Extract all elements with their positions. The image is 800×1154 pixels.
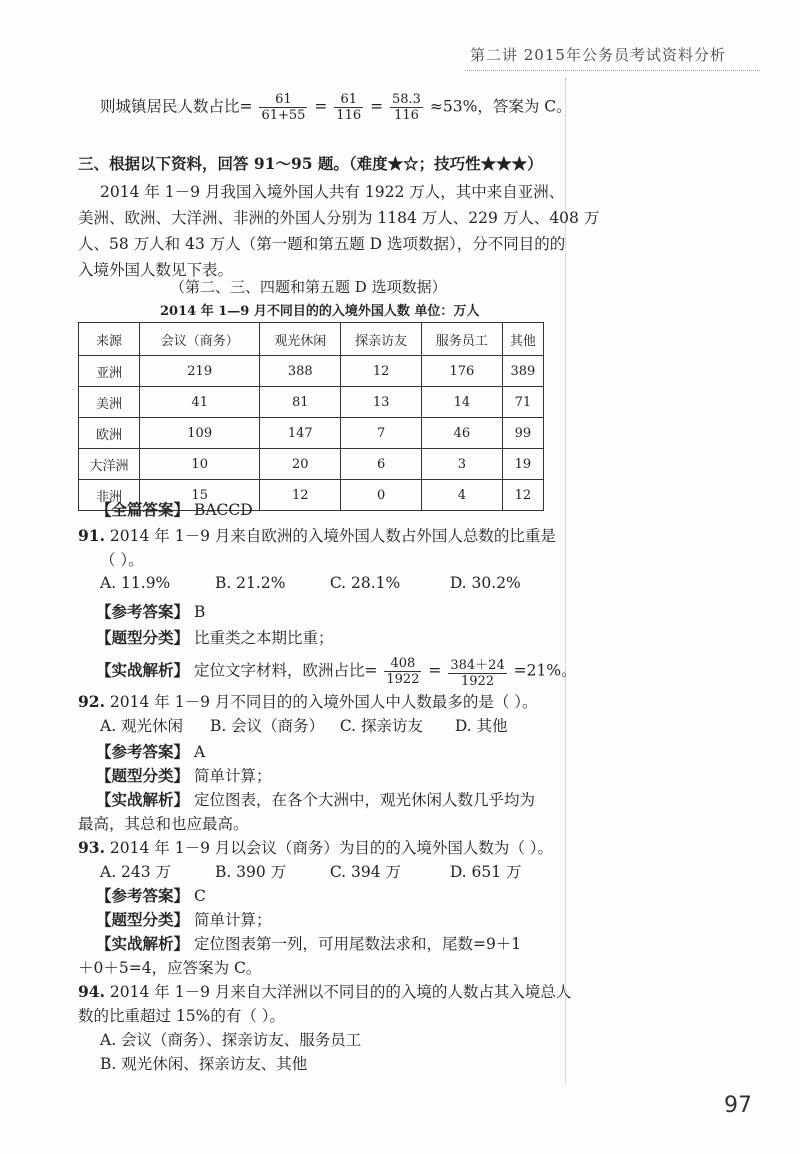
table-header-cell: 会议（商务） bbox=[139, 323, 259, 356]
table-cell: 12 bbox=[502, 480, 543, 511]
table-cell: 欧洲 bbox=[79, 418, 140, 449]
q92-solution: 【实战解析】 定位图表，在各个大洲中，观光休闲人数几乎均为 bbox=[96, 790, 535, 809]
table-cell: 15 bbox=[139, 480, 259, 511]
table-header-cell: 其他 bbox=[502, 323, 543, 356]
q94-stem: 94. 2014 年 1－9 月来自大洋洲以不同目的的入境的人数占其入境总人 bbox=[78, 982, 572, 1001]
option: B. 观光休闲、探亲访友、其他 bbox=[100, 1055, 308, 1073]
option: A. 会议（商务）、探亲访友、服务员工 bbox=[100, 1031, 362, 1049]
table-header-cell: 观光休闲 bbox=[260, 323, 341, 356]
q93-options bbox=[100, 860, 522, 882]
option: D. 30.2% bbox=[449, 574, 521, 592]
q92-answer: 【参考答案】 A bbox=[96, 742, 206, 761]
table-cell: 388 bbox=[260, 356, 341, 387]
option: A. 观光休闲 bbox=[100, 717, 184, 735]
option: B. 会议（商务） bbox=[209, 717, 325, 735]
header-rule bbox=[465, 70, 760, 71]
q93-solution: 【实战解析】 定位图表第一列，可用尾数法求和，尾数=9＋1 bbox=[96, 934, 522, 953]
q91-stem: 91. 2014 年 1－9 月来自欧洲的入境外国人数占外国人总数的比重是 bbox=[78, 526, 556, 545]
option: B. 390 万 bbox=[214, 863, 287, 881]
table-row bbox=[79, 449, 544, 480]
table-cell: 非洲 bbox=[79, 480, 140, 511]
table-cell: 12 bbox=[341, 356, 422, 387]
q91-options bbox=[100, 574, 521, 592]
running-header: 第二讲 2015年公务员考试资料分析 bbox=[470, 46, 726, 64]
option: B. 21.2% bbox=[214, 574, 286, 592]
data-table bbox=[78, 322, 544, 511]
table-cell: 0 bbox=[341, 480, 422, 511]
table-row bbox=[79, 387, 544, 418]
table-cell: 19 bbox=[502, 449, 543, 480]
q92-type: 【题型分类】 简单计算； bbox=[96, 766, 272, 785]
q92-solution-cont: 最高，其总和也应最高。 bbox=[78, 815, 249, 833]
q93-solution-cont: ＋0＋5=4，应答案为 C。 bbox=[78, 959, 262, 977]
table-cell: 大洋洲 bbox=[79, 449, 140, 480]
q93-answer: 【参考答案】 C bbox=[96, 886, 206, 905]
option: D. 651 万 bbox=[449, 863, 522, 881]
table-cell: 20 bbox=[260, 449, 341, 480]
table-header-cell: 服务员工 bbox=[422, 323, 503, 356]
option: D. 其他 bbox=[454, 717, 508, 735]
table-cell: 亚洲 bbox=[79, 356, 140, 387]
intro-line: 则城镇居民人数占比= $\frac{61}{61+55}$ = $\frac{61}{116}$ = $\frac{58.3}{116}$ ≈53%，答案为 C。 bbox=[100, 92, 572, 123]
intro-suffix: ≈53%，答案为 C。 bbox=[429, 97, 572, 116]
table-cell: 99 bbox=[502, 418, 543, 449]
table-cell: 109 bbox=[139, 418, 259, 449]
table-cell: 41 bbox=[139, 387, 259, 418]
table-cell: 12 bbox=[260, 480, 341, 511]
table-cell: 147 bbox=[260, 418, 341, 449]
table-header-row bbox=[79, 323, 544, 356]
option: C. 394 万 bbox=[329, 863, 402, 881]
para-line: 人、58 万人和 43 万人（第一题和第五题 D 选项数据），分不同目的的 bbox=[78, 235, 566, 253]
option: C. 28.1% bbox=[329, 574, 401, 592]
page-number: 97 bbox=[724, 1093, 752, 1118]
q91-stem-cont: （ ）。 bbox=[100, 551, 144, 569]
q92-stem: 92. 2014 年 1－9 月不同目的的入境外国人中人数最多的是（ ）。 bbox=[78, 692, 538, 711]
margin-dotted-rule bbox=[565, 78, 566, 1084]
option: A. 11.9% bbox=[100, 574, 171, 592]
section-title: 三、根据以下资料，回答 91～95 题。（难度★☆；技巧性★★★） bbox=[78, 154, 543, 173]
fraction: $\frac{61}{116}$ bbox=[336, 92, 362, 123]
all-answer: 【全篇答案】 BACCD bbox=[96, 500, 253, 519]
fraction: $\frac{408}{1922}$ bbox=[386, 656, 420, 687]
fraction: $\frac{61}{61+55}$ bbox=[261, 92, 306, 123]
q93-type: 【题型分类】 简单计算； bbox=[96, 910, 272, 929]
para-line: 2014 年 1－9 月我国入境外国人共有 1922 万人，其中来自亚洲、 bbox=[100, 183, 565, 201]
fraction: $\frac{384+24}{1922}$ bbox=[448, 654, 506, 689]
table-cell: 3 bbox=[422, 449, 503, 480]
table-cell: 10 bbox=[139, 449, 259, 480]
table-cell: 389 bbox=[502, 356, 543, 387]
option: A. 243 万 bbox=[100, 863, 172, 881]
table-row bbox=[79, 418, 544, 449]
q91-type: 【题型分类】 比重类之本期比重； bbox=[96, 628, 334, 647]
table-cell: 81 bbox=[260, 387, 341, 418]
table-caption-title: 2014 年 1—9 月不同目的的入境外国人数 单位：万人 bbox=[160, 304, 480, 319]
para-line: 美洲、欧洲、大洋洲、非洲的外国人分别为 1184 万人、229 万人、408 万 bbox=[78, 209, 600, 227]
table-cell: 6 bbox=[341, 449, 422, 480]
q91-solution: 【实战解析】 定位文字材料，欧洲占比= $\frac{408}{1922}$ = $\frac{384+24}{1922}$ =21%。 bbox=[96, 656, 577, 689]
table-cell: 219 bbox=[139, 356, 259, 387]
table-header-cell: 探亲访友 bbox=[341, 323, 422, 356]
intro-prefix: 则城镇居民人数占比= bbox=[100, 97, 253, 116]
table-cell: 13 bbox=[341, 387, 422, 418]
table-cell: 4 bbox=[422, 480, 503, 511]
table-cell: 美洲 bbox=[79, 387, 140, 418]
q92-options bbox=[100, 714, 508, 736]
q94-stem-cont: 数的比重超过 15%的有（ ）。 bbox=[78, 1007, 286, 1025]
table-cell: 46 bbox=[422, 418, 503, 449]
q93-stem: 93. 2014 年 1－9 月以会议（商务）为目的的入境外国人数为（ ）。 bbox=[78, 838, 554, 857]
fraction: $\frac{58.3}{116}$ bbox=[392, 92, 421, 123]
table-row bbox=[79, 356, 544, 387]
table-header-cell: 来源 bbox=[79, 323, 140, 356]
table-cell: 176 bbox=[422, 356, 503, 387]
table-cell: 14 bbox=[422, 387, 503, 418]
table-caption-note: （第二、三、四题和第五题 D 选项数据） bbox=[170, 278, 447, 296]
option: C. 探亲访友 bbox=[339, 717, 424, 735]
q91-answer: 【参考答案】 B bbox=[96, 602, 206, 621]
para-line: 入境外国人数见下表。 bbox=[78, 261, 234, 279]
table-cell: 71 bbox=[502, 387, 543, 418]
table-cell: 7 bbox=[341, 418, 422, 449]
